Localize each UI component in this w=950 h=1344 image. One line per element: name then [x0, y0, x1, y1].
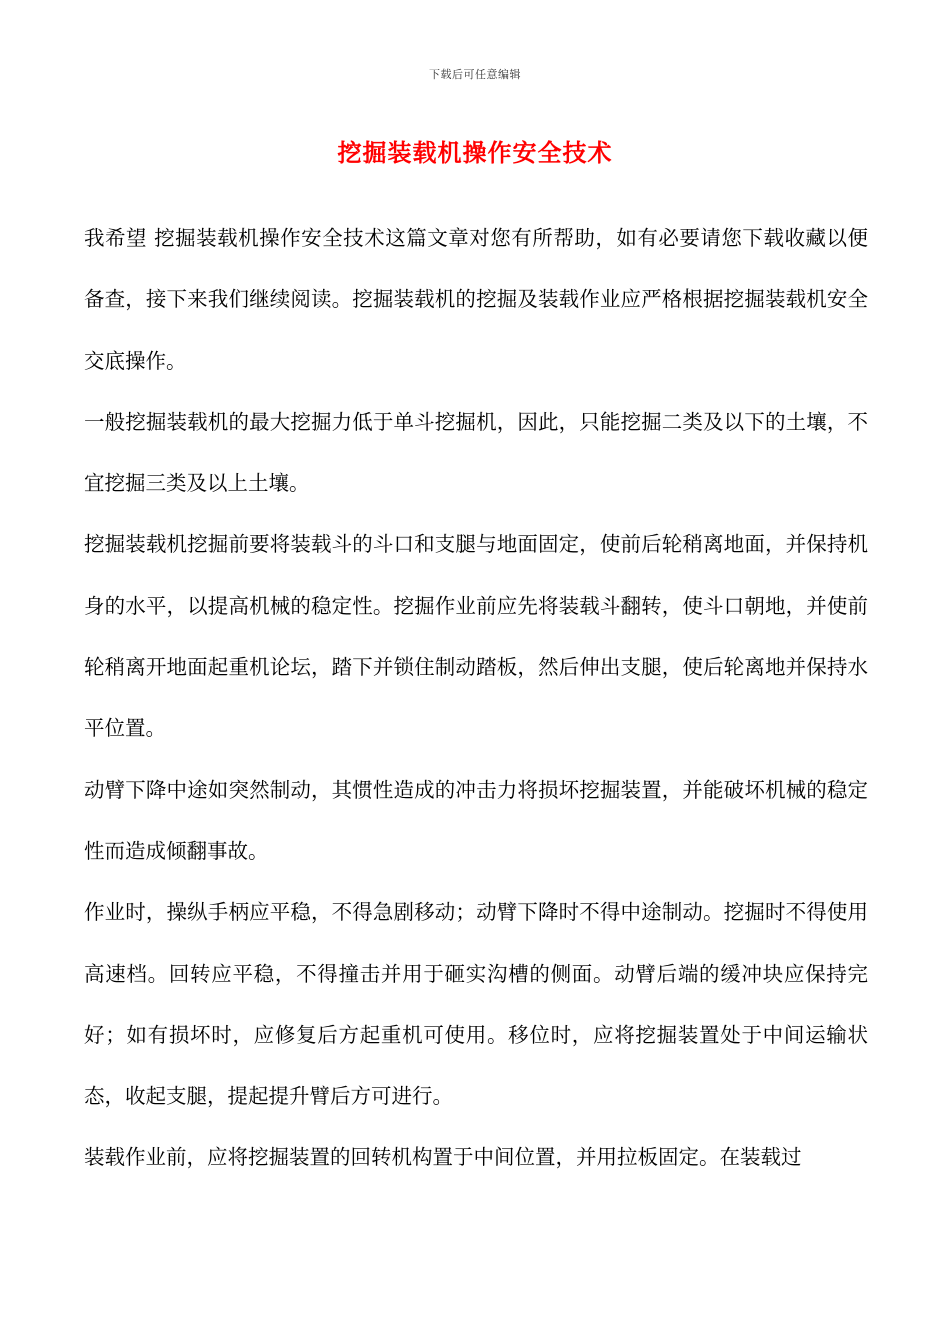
document-body [84, 208, 868, 1189]
paragraph: 一般挖掘装载机的最大挖掘力低于单斗挖掘机，因此，只能挖掘二类及以下的土壤，不宜挖掘三类及以上土壤。 [84, 409, 868, 496]
paragraph: 装载作业前，应将挖掘装置的回转机构置于中间位置，并用拉板固定。在装载过 [84, 1145, 802, 1170]
paragraph: 我希望 挖掘装载机操作安全技术这篇文章对您有所帮助，如有必要请您下载收藏以便备查，接下来我们继续阅读。挖掘装载机的挖掘及装载作业应严格根据挖掘装载机安全交底操作。 [84, 226, 868, 373]
header-note: 下载后可任意编辑 [429, 68, 521, 81]
paragraph: 动臂下降中途如突然制动，其惯性造成的冲击力将损坏挖掘装置，并能破坏机械的稳定性而造成倾翻事故。 [84, 777, 868, 863]
document-title: 挖掘装载机操作安全技术 [337, 139, 613, 167]
paragraph: 作业时，操纵手柄应平稳，不得急剧移动；动臂下降时不得中途制动。挖掘时不得使用高速档。回转应平稳，不得撞击并用于砸实沟槽的侧面。动臂后端的缓冲块应保持完好；如有损坏时，应修复后方起重机可使用。移位时，应将挖掘装置处于中间运输状态，收起支腿，提起提升臂后方可进行。 [84, 900, 868, 1109]
paragraph: 挖掘装载机挖掘前要将装载斗的斗口和支腿与地面固定，使前后轮稍离地面，并保持机身的水平，以提高机械的稳定性。挖掘作业前应先将装载斗翻转，使斗口朝地，并使前轮稍离开地面起重机论坛，踏下并锁住制动踏板，然后伸出支腿，使后轮离地并保持水平位置。 [84, 532, 868, 741]
